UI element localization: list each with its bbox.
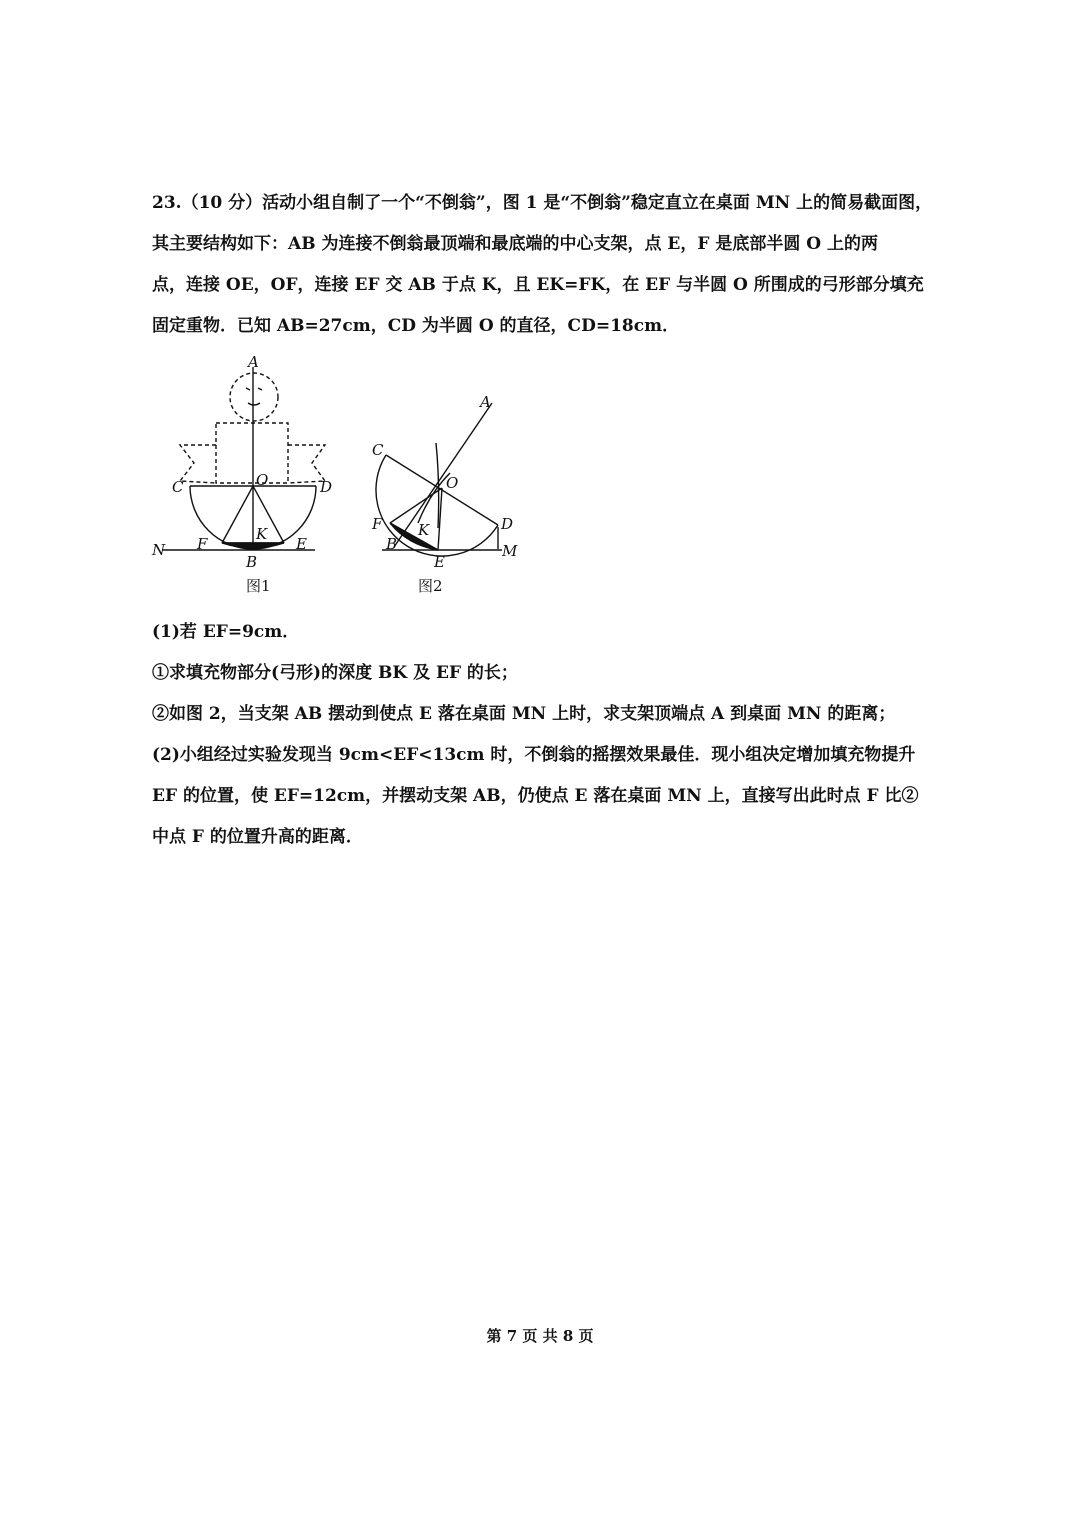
label-a-2: A [480, 393, 491, 411]
sub-question-line: EF 的位置，使 EF=12cm，并摆动支架 AB，仍使点 E 落在桌面 MN 上，直接写出此时点 F 比② [152, 786, 919, 806]
sub-question-line: (1)若 EF=9cm． [152, 622, 300, 642]
geometry-figures [150, 355, 530, 605]
question-line: 固定重物．已知 AB=27cm，CD 为半圆 O 的直径，CD=18cm． [152, 316, 680, 336]
head-dashed-circle [230, 373, 278, 421]
segment-of [222, 486, 253, 543]
filled-weight-segment [222, 543, 284, 548]
left-arm-dashed [180, 445, 216, 483]
label-k-2: K [418, 521, 430, 539]
support-ab-2 [394, 403, 492, 547]
label-e: E [296, 535, 307, 553]
label-c: C [172, 478, 184, 496]
figure-2-caption: 图2 [418, 577, 443, 595]
sub-question-line: (2)小组经过实验发现当 9cm<EF<13cm 时，不倒翁的摇摆效果最佳．现小组决定增加填充物提升 [152, 745, 916, 765]
page-footer: 第 7 页 共 8 页 [486, 1327, 594, 1345]
figure-2 [376, 403, 502, 556]
label-o-2: O [446, 474, 459, 492]
label-e-2: E [434, 553, 445, 571]
figures-area [150, 355, 530, 605]
question-line: 点，连接 OE，OF，连接 EF 交 AB 于点 K，且 EK=FK，在 EF 与半圆 O 所围成的弓形部分填充 [152, 275, 924, 295]
body-dashed-rect [216, 423, 288, 483]
face-marks [246, 388, 262, 405]
filled-weight-segment-2 [390, 523, 438, 550]
label-a: A [248, 355, 259, 371]
label-b-2: B [386, 535, 398, 553]
sub-question-line: ②如图 2，当支架 AB 摆动到使点 E 落在桌面 MN 上时，求支架顶端点 A 到桌面 MN 的距离； [152, 704, 896, 724]
label-d-2: D [501, 515, 514, 533]
sub-questions [152, 612, 942, 858]
label-c-2: C [372, 441, 384, 459]
label-k: K [256, 525, 268, 543]
label-d: D [320, 478, 333, 496]
sub-question-line: 中点 F 的位置升高的距离． [152, 827, 363, 847]
question-line: 其主要结构如下：AB 为连接不倒翁最顶端和最底端的中心支架，点 E，F 是底部半圆 O 上的两 [152, 234, 878, 254]
label-b: B [246, 553, 258, 571]
label-f-2: F [372, 515, 383, 533]
figure-2-labels [371, 393, 518, 595]
label-m-2: M [502, 542, 518, 560]
figure-1-labels [151, 355, 332, 595]
figure-1-caption: 图1 [246, 577, 271, 595]
figure-1 [162, 367, 325, 550]
label-o: O [256, 471, 269, 489]
question-line: 23.（10 分）活动小组自制了一个“不倒翁”，图 1 是“不倒翁”稳定直立在桌面 MN 上的简易截面图， [152, 193, 933, 213]
question-stem [152, 183, 942, 347]
label-f: F [197, 535, 208, 553]
sub-question-line: ①求填充物部分(弓形)的深度 BK 及 EF 的长； [152, 663, 518, 683]
label-n: N [152, 541, 166, 559]
